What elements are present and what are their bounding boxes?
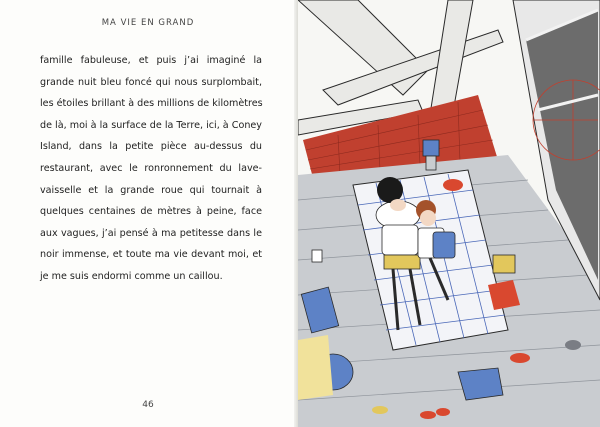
body-line: noir immense, et toute ma vie devant moi, et — [40, 249, 262, 261]
red-shoe-2 — [436, 408, 450, 416]
slipper — [510, 353, 530, 363]
red-cap — [443, 179, 463, 191]
left-page — [0, 0, 296, 427]
bedroom-illustration — [298, 0, 600, 427]
sandal — [372, 406, 388, 414]
body-line: je me suis endormi comme un caillou. — [40, 270, 223, 282]
body-line: grande nuit bleu foncé qui nous surplombait, — [40, 76, 262, 88]
body-line: les étoiles brillant à des millions de kilomètres — [40, 98, 263, 110]
red-shoe — [420, 411, 436, 419]
right-page — [298, 0, 600, 427]
body-line: de là, moi à la surface de la Terre, ici, à Coney — [40, 119, 262, 131]
body-line: restaurant, avec le ronronnement du lave- — [40, 162, 262, 174]
body-line: famille fabuleuse, et puis j’ai imaginé la — [40, 55, 262, 66]
yellow-rug — [298, 335, 333, 400]
body-line: quelques centaines de mètres à peine, face — [40, 206, 262, 218]
body-line: vaisselle et la grande roue qui tournait à — [40, 184, 262, 196]
body-line: aux vagues, j’ai pensé à ma petitesse dans le — [40, 227, 262, 239]
mouse — [565, 340, 581, 350]
mug — [312, 250, 322, 262]
running-header: MA VIE EN GRAND — [101, 18, 195, 28]
yellow-box — [493, 255, 515, 273]
body-text — [40, 50, 262, 288]
page-number: 46 — [142, 400, 154, 410]
jeans — [458, 368, 503, 400]
body-line: Island, dans la petite pièce au-dessus du — [40, 141, 262, 153]
